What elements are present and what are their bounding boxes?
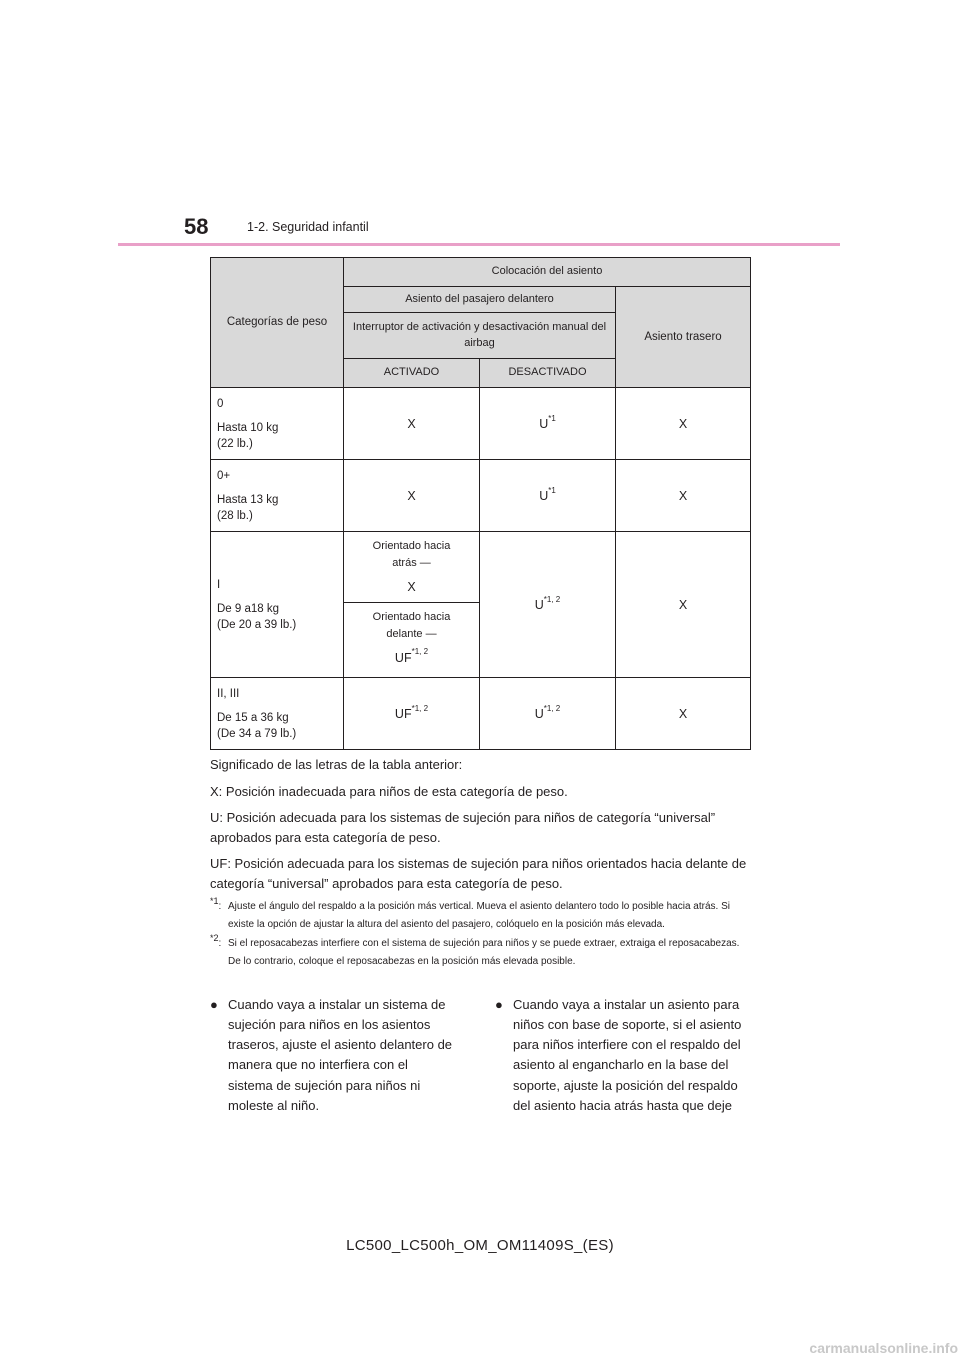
value-letter: UF xyxy=(394,706,412,721)
category-cell xyxy=(211,460,344,532)
footnote-mark-text: *2 xyxy=(210,933,219,943)
footnote-mark: $^{*2}$: xyxy=(210,933,222,949)
category-weight: De 9 a18 kg (De 20 a 39 lb.) xyxy=(217,602,297,632)
footnote-ref: *1, 2 xyxy=(411,647,429,657)
bullet-right xyxy=(495,995,750,1116)
footnote-text: Ajuste el ángulo del respaldo a la posición más vertical. Mueva el asiento delantero todo lo posible hacia atrás. Si existe la opción de ajustar la altura del asiento del pasajero, colóquelo en la posición más elevada. xyxy=(228,901,730,930)
value-letter: U xyxy=(539,416,549,431)
rear-facing-label: Orientado hacia atrás — xyxy=(372,540,451,570)
footnote-ref: *1, 2 xyxy=(543,594,561,604)
value-letter: UF xyxy=(394,651,412,666)
value-letter: X xyxy=(407,580,416,595)
footnote-mark: $^{*1}$: xyxy=(210,896,222,912)
footnote-text: Si el reposacabezas interfiere con el sistema de sujeción para niños y se puede extraer, extraiga el reposacabezas. De lo contrario, coloque el reposacabezas en la posición más elevada posible. xyxy=(228,938,740,967)
header-airbag-switch: Interruptor de activación y desactivación manual del airbag xyxy=(344,313,616,359)
value-activated xyxy=(344,678,480,750)
legend-x: X: Posición inadecuada para niños de esta categoría de peso. xyxy=(210,783,568,799)
value-letter: U xyxy=(534,597,544,612)
footnote-1 xyxy=(210,898,750,933)
bullet-text: Cuando vaya a instalar un asiento para niños con base de soporte, si el asiento para niños interfiere con el respaldo del asiento al engancharlo en la base del soporte, ajuste la posición del respaldo del asiento hacia atrás hasta que deje xyxy=(513,997,742,1113)
footnote-ref: *1 xyxy=(548,485,556,495)
page-number: 58 xyxy=(184,214,209,239)
footnote-ref: *1, 2 xyxy=(543,703,561,713)
header-seat-position: Colocación del asiento xyxy=(344,258,751,287)
footnote-2 xyxy=(210,935,750,970)
table-row xyxy=(211,460,751,532)
header-deactivated: DESACTIVADO xyxy=(480,359,616,388)
header-front-passenger: Asiento del pasajero delantero xyxy=(344,287,616,313)
value-cell-inner xyxy=(344,649,479,668)
legend-intro: Significado de las letras de la tabla anterior: xyxy=(210,757,463,772)
table-legend xyxy=(210,755,750,974)
table-row xyxy=(211,388,751,460)
forward-facing-label: Orientado hacia delante — xyxy=(372,611,451,641)
value-rear: X xyxy=(616,388,751,460)
table-row xyxy=(211,678,751,750)
category-weight: Hasta 10 kg (22 lb.) xyxy=(217,421,279,451)
value-rear: X xyxy=(616,460,751,532)
bullet-dot-icon: ● xyxy=(210,997,218,1012)
value-deactivated xyxy=(480,460,616,532)
value-letter: U xyxy=(534,706,544,721)
value-activated-rear-facing xyxy=(344,532,480,603)
value-rear: X xyxy=(616,532,751,678)
header-activated: ACTIVADO xyxy=(344,359,480,388)
category-weight: Hasta 13 kg (28 lb.) xyxy=(217,493,279,523)
table-row xyxy=(211,532,751,603)
value-deactivated xyxy=(480,678,616,750)
section-title: 1-2. Seguridad infantil xyxy=(247,220,369,234)
weight-category-table xyxy=(210,257,751,750)
category-code: 0+ xyxy=(217,470,231,483)
bullet-left xyxy=(210,995,455,1116)
category-code: 0 xyxy=(217,398,224,410)
category-code: II, III xyxy=(217,688,240,701)
value-deactivated xyxy=(480,532,616,678)
value-activated-forward-facing xyxy=(344,603,480,678)
category-cell xyxy=(211,388,344,460)
bullet-dot-icon: ● xyxy=(495,997,503,1012)
header-rear-seat: Asiento trasero xyxy=(616,287,751,388)
footnote-ref: *1 xyxy=(548,413,556,423)
category-cell xyxy=(211,532,344,678)
legend-u: U: Posición adecuada para los sistemas de sujeción para niños de categoría “universal” aprobados para esta categoría de peso. xyxy=(210,810,716,845)
legend-uf: UF: Posición adecuada para los sistemas de sujeción para niños orientados hacia delante de categoría “universal” aprobados para esta categoría de peso. xyxy=(210,856,747,891)
value-activated: X xyxy=(344,388,480,460)
category-cell xyxy=(211,678,344,750)
value-activated: X xyxy=(344,460,480,532)
document-code: LC500_LC500h_OM_OM11409S_(ES) xyxy=(346,1237,614,1254)
header-weight-category: Categorías de peso xyxy=(211,258,344,388)
footnote-ref: *1, 2 xyxy=(411,703,429,713)
category-weight: De 15 a 36 kg (De 34 a 79 lb.) xyxy=(217,711,297,741)
header-divider xyxy=(118,243,840,246)
value-letter: U xyxy=(539,488,549,503)
bullet-text: Cuando vaya a instalar un sistema de sujeción para niños en los asientos traseros, ajuste el asiento delantero de manera que no interfiera con el sistema de sujeción para niños ni moleste al niño. xyxy=(228,997,453,1113)
watermark: carmanualsonline.info xyxy=(809,1340,958,1356)
value-deactivated xyxy=(480,388,616,460)
category-code: I xyxy=(217,579,221,592)
footnote-mark-text: *1 xyxy=(210,896,219,906)
value-rear: X xyxy=(616,678,751,750)
